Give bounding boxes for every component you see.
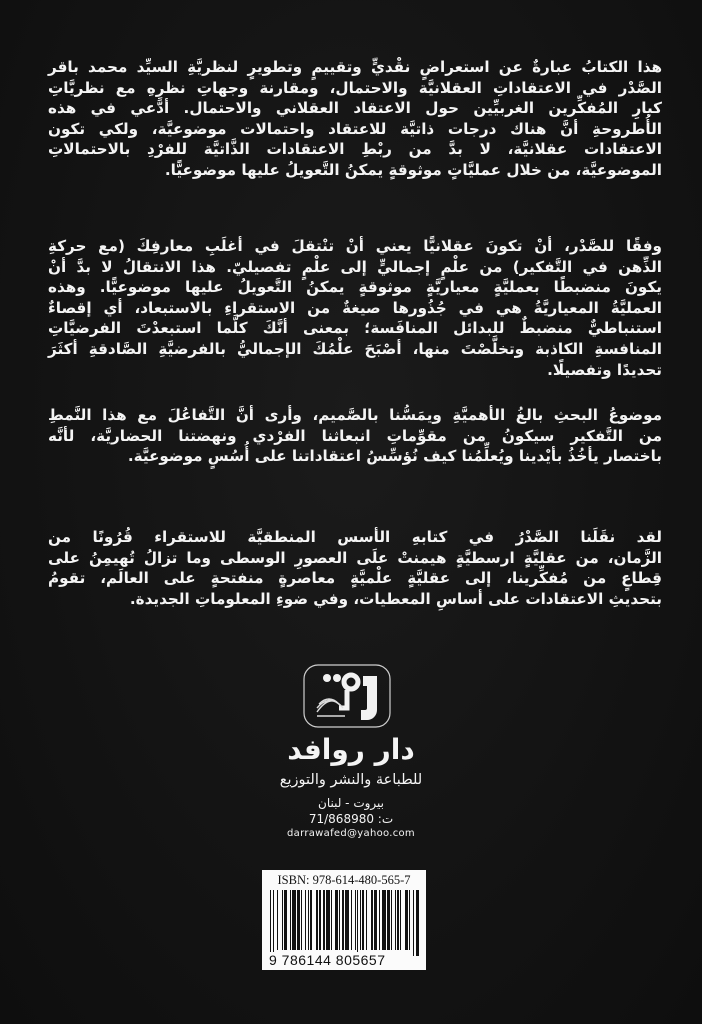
blurb-line: المنافسةِ الكاذبة وتخلَّصْتَ منها، أصْبَحَ علْمُكَ الإجماليُّ بالفرضيَّةِ الصَّادقةِ أكثَرَ [48,339,662,358]
blurb-line: موضوعُ البحثِ بالغُ الأهميَّةِ ويمَسُّنا بالصَّميم، وأرى أنَّ التَّفاعُلَ مع هذا النَّمطِ [48,406,662,424]
barcode-bar [366,890,367,950]
barcode-bar [374,890,377,950]
barcode-bar [391,890,392,950]
publisher-subtitle: للطباعة والنشر والتوزيع [279,772,423,788]
barcode-digits [268,952,422,968]
barcode-bar [292,890,296,950]
barcode-bar [360,890,361,950]
blurb-line: باختصار يأخُذُ بأيْدينا ويُعلِّمُنا كيف نُؤسِّسُ اعتقاداتنا على أُسُسٍ موضوعيَّة. [127,447,662,466]
barcode-bar [305,890,306,950]
isbn-number: ISBN: 978-614-480-565-7 [277,873,411,887]
barcode [270,890,420,956]
barcode-bar [331,890,332,950]
barcode-digits-text: 9 786144 805657 [269,952,386,968]
barcode-bar [297,890,300,950]
blurb-line: كبارِ المُفكِّرين الغربيِّين حول الاعتقاد العقلاني والاحتمال. أدَّعي في هذه [48,99,662,118]
barcode-bar [357,890,358,956]
blurb-line: لقد نقَلَنا الصَّدْرُ في كتابهِ الأسس المنطقيَّة للاستقراء قُرُونًا من [48,528,662,546]
publisher-phone: ت: 71/868980 [308,812,394,826]
barcode-bar [342,890,345,950]
barcode-bar [409,890,410,950]
barcode-bar [273,890,274,956]
blurb-line: الأُطروحةِ أنَّ هناك درجات ذاتيَّة للاعتقاد واحتمالات موضوعيَّة، ولكي تكون [48,119,662,138]
blurb-line: من التَّفكير سيكونُ من مقوِّماتِ انبعاثنا الفرْدي ونهضتنا الحضاريَّة، لأنَّه [48,426,662,445]
blurb-line: الزَّمان، من عقليَّةٍ ارسطيَّةٍ هيمنتْ علَى العصورِ الوسطى وما تزالُ تُهيمِنُ على [48,548,662,567]
blurb-line: الصَّدْر في الاعتقاداتِ العقلانيَّة والاحتمال، ومقارنة وجهاتِ نظرِهِ مع نظريَّاتِ [48,78,662,97]
blurb-line: يكونَ منضبطًا بعمليَّةٍ معياريَّةٍ موثوقةٍ يمكنُ التَّعويلُ عليها موضوعيًّا. وهذه [48,278,662,297]
blurb-paragraph-3 [48,405,662,467]
barcode-bar [316,890,319,950]
barcode-bar [395,890,396,950]
blurb-line: تحديدًا وتفصيلًا. [547,360,662,379]
barcode-bar [282,890,283,950]
barcode-bar [355,890,356,950]
barcode-bar [323,890,324,950]
blurb-paragraph-2 [48,236,662,380]
blurb-paragraph-1 [48,57,662,181]
barcode-bar [277,890,278,950]
blurb-line: هذا الكتابُ عبارةٌ عن استعراضٍ نقْديٍّ وتقييمٍ وتطويرٍ لنظريَّةِ السيِّد محمد باقر [48,58,662,76]
barcode-bar [379,890,380,950]
barcode-bar [270,890,271,956]
barcode-bar [301,890,302,950]
publisher-city: بيروت - لبنان [318,796,384,810]
barcode-bar [397,890,398,950]
blurb-line: الذِّهن في التَّفكير) من علْمٍ إجماليٍّ إلى علْمٍ تفصيليّ. هذا الانتقالُ لا بدَّ أنْ [48,257,662,276]
blurb-line: بتحديثِ الاعتقادات على أساسِ المعطيات، وفي ضوءِ المعلوماتِ الجديدة. [129,589,662,608]
blurb-line: الموضوعيَّة، من خلال عمليَّاتٍ موثوقةٍ يمكنُ التَّعويلُ عليها موضوعيًّا. [164,160,662,179]
blurb-paragraph-4 [48,527,662,609]
barcode-bar [382,890,386,950]
barcode-bar [416,890,420,956]
publisher-name: دار روافد [287,733,415,766]
barcode-bar [310,890,311,950]
blurb-line: الاعتقادات عقلانيَّة، لا بدَّ من ربْطِ الاعتقادات الذَّاتيَّة للفرْدِ بالاحتمالاتِ [48,140,662,159]
barcode-bar [290,890,291,950]
barcode-bar [308,890,309,950]
barcode-bar [400,890,401,950]
barcode-bar [326,890,330,950]
blurb-line: قِطاعٍ من مُفكِّرينا، إلى عقليَّةٍ علْميَّةٍ معاصرةٍ منفتحةٍ على العالَم، تقومُ [48,569,662,588]
barcode-bar [405,890,408,950]
barcode-bar [362,890,363,950]
blurb-line: وفقًا للصَّدْر، أنْ تكونَ عقلانيًّا يعني أنْ تنْتقلَ في أغلَبِ معارفِكَ (مع حركةِ [48,237,662,255]
barcode-bar [413,890,414,956]
barcode-bar [345,890,349,950]
barcode-bar [351,890,352,950]
barcode-bar [339,890,340,950]
barcode-bar [335,890,338,950]
blurb-line: العمليَّةُ المعياريَّةُ هي في جُذُورها صيغةٌ من الاستقراءِ بالاستبعاد، أي إقصاءٌ [48,298,662,317]
barcode-bar [371,890,372,950]
barcode-bar [319,890,320,950]
publisher-email: darrawafed@yahoo.com [287,828,415,839]
blurb-line: استنباطيٌّ منضبطٌ للبدائل المنافَسة؛ بمعنى أنَّكَ كلَّما استبعدْتَ الفرضيَّاتِ [48,319,662,338]
publisher-logo-icon [303,664,391,728]
barcode-bar [284,890,287,950]
barcode-bar [387,890,390,950]
isbn-barcode-label [262,870,426,970]
